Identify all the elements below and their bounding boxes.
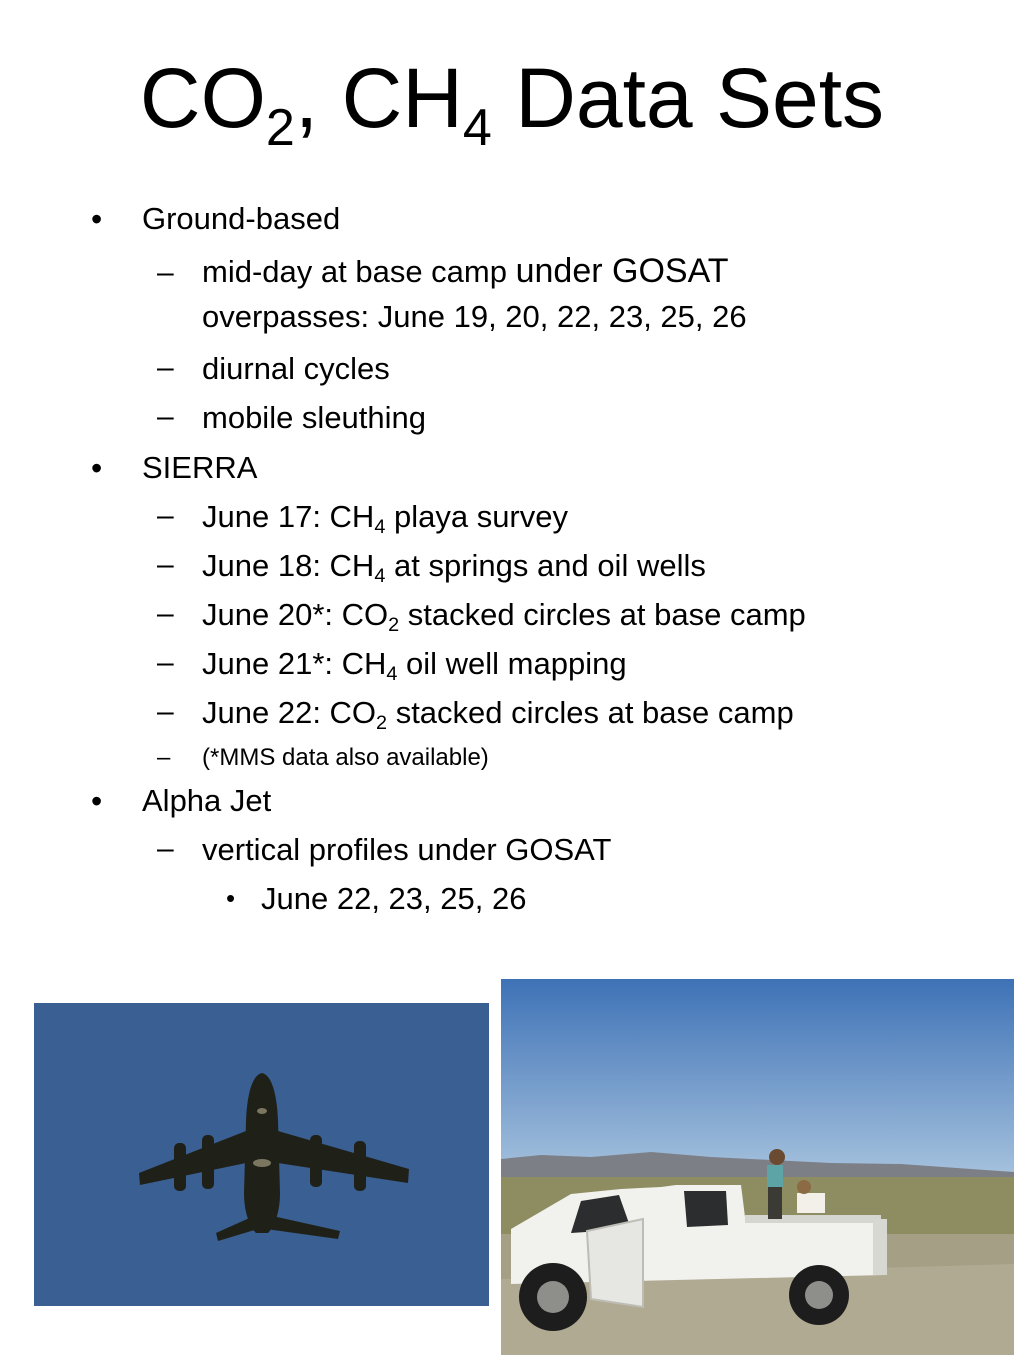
- subscript: 2: [376, 711, 388, 734]
- bullet-label: Ground-based: [142, 201, 341, 236]
- text-part: June 21*: CH: [202, 646, 387, 681]
- title-sub-4: 4: [462, 99, 492, 158]
- text-part: June 20*: CO: [202, 597, 389, 632]
- sub-bullet-text: (*MMS data also available): [202, 744, 489, 771]
- text-part: June 17: CH: [202, 499, 375, 534]
- dash-marker: –: [157, 597, 174, 630]
- dash-marker: –: [157, 695, 174, 728]
- sub-bullet-text: diurnal cycles: [202, 351, 390, 386]
- text-part: stacked circles at base camp: [387, 695, 794, 730]
- dash-marker: –: [157, 832, 174, 865]
- sub-bullet-text: overpasses: June 19, 20, 22, 23, 25, 26: [202, 299, 747, 334]
- sub-bullet-text: [202, 695, 794, 734]
- bullet-marker: •: [91, 783, 103, 819]
- text-part: mid-day at base camp: [202, 254, 516, 289]
- title-ch: , CH: [294, 51, 463, 145]
- dash-marker: –: [157, 499, 174, 532]
- dash-marker: –: [157, 351, 174, 384]
- sub-bullet-text: [202, 548, 706, 587]
- sub-bullet-text: [202, 646, 627, 685]
- title-sub-2: 2: [265, 99, 295, 158]
- subscript: 4: [374, 515, 386, 538]
- dash-marker: –: [157, 400, 174, 433]
- slide-title: [0, 48, 1024, 158]
- text-part: oil well mapping: [397, 646, 627, 681]
- bullet-marker: •: [226, 883, 236, 913]
- bullet-label: SIERRA: [142, 450, 258, 485]
- text-part: stacked circles at base camp: [399, 597, 806, 632]
- truck-scene-image: [501, 979, 1014, 1355]
- text-part: playa survey: [385, 499, 568, 534]
- subscript: 4: [374, 564, 386, 587]
- jet-silhouette-image: [34, 1003, 489, 1306]
- text-part: at springs and oil wells: [385, 548, 706, 583]
- sub-bullet-text: vertical profiles under GOSAT: [202, 832, 612, 867]
- sub-bullet-text: [202, 499, 568, 538]
- bullet-marker: •: [91, 201, 103, 237]
- base-camp-truck-photo: [501, 979, 1014, 1355]
- subscript: 2: [388, 613, 400, 636]
- text-part: under GOSAT: [515, 252, 729, 290]
- sub-bullet-text: mobile sleuthing: [202, 400, 427, 435]
- dash-marker: –: [157, 548, 174, 581]
- text-part: June 22: CO: [202, 695, 377, 730]
- subscript: 4: [386, 662, 398, 685]
- title-data-sets: Data Sets: [491, 51, 885, 145]
- text-part: June 18: CH: [202, 548, 375, 583]
- dash-marker: –: [157, 646, 174, 679]
- bullet-label: Alpha Jet: [142, 783, 272, 818]
- alpha-jet-photo: [34, 1003, 489, 1306]
- dash-marker: –: [157, 256, 174, 289]
- sub-bullet-text: [202, 597, 806, 636]
- title-co: CO: [139, 51, 266, 145]
- bullet-marker: •: [91, 450, 103, 486]
- sub-bullet-text: June 22, 23, 25, 26: [261, 881, 527, 916]
- dash-marker: –: [157, 744, 171, 771]
- sub-bullet-text: [202, 252, 729, 291]
